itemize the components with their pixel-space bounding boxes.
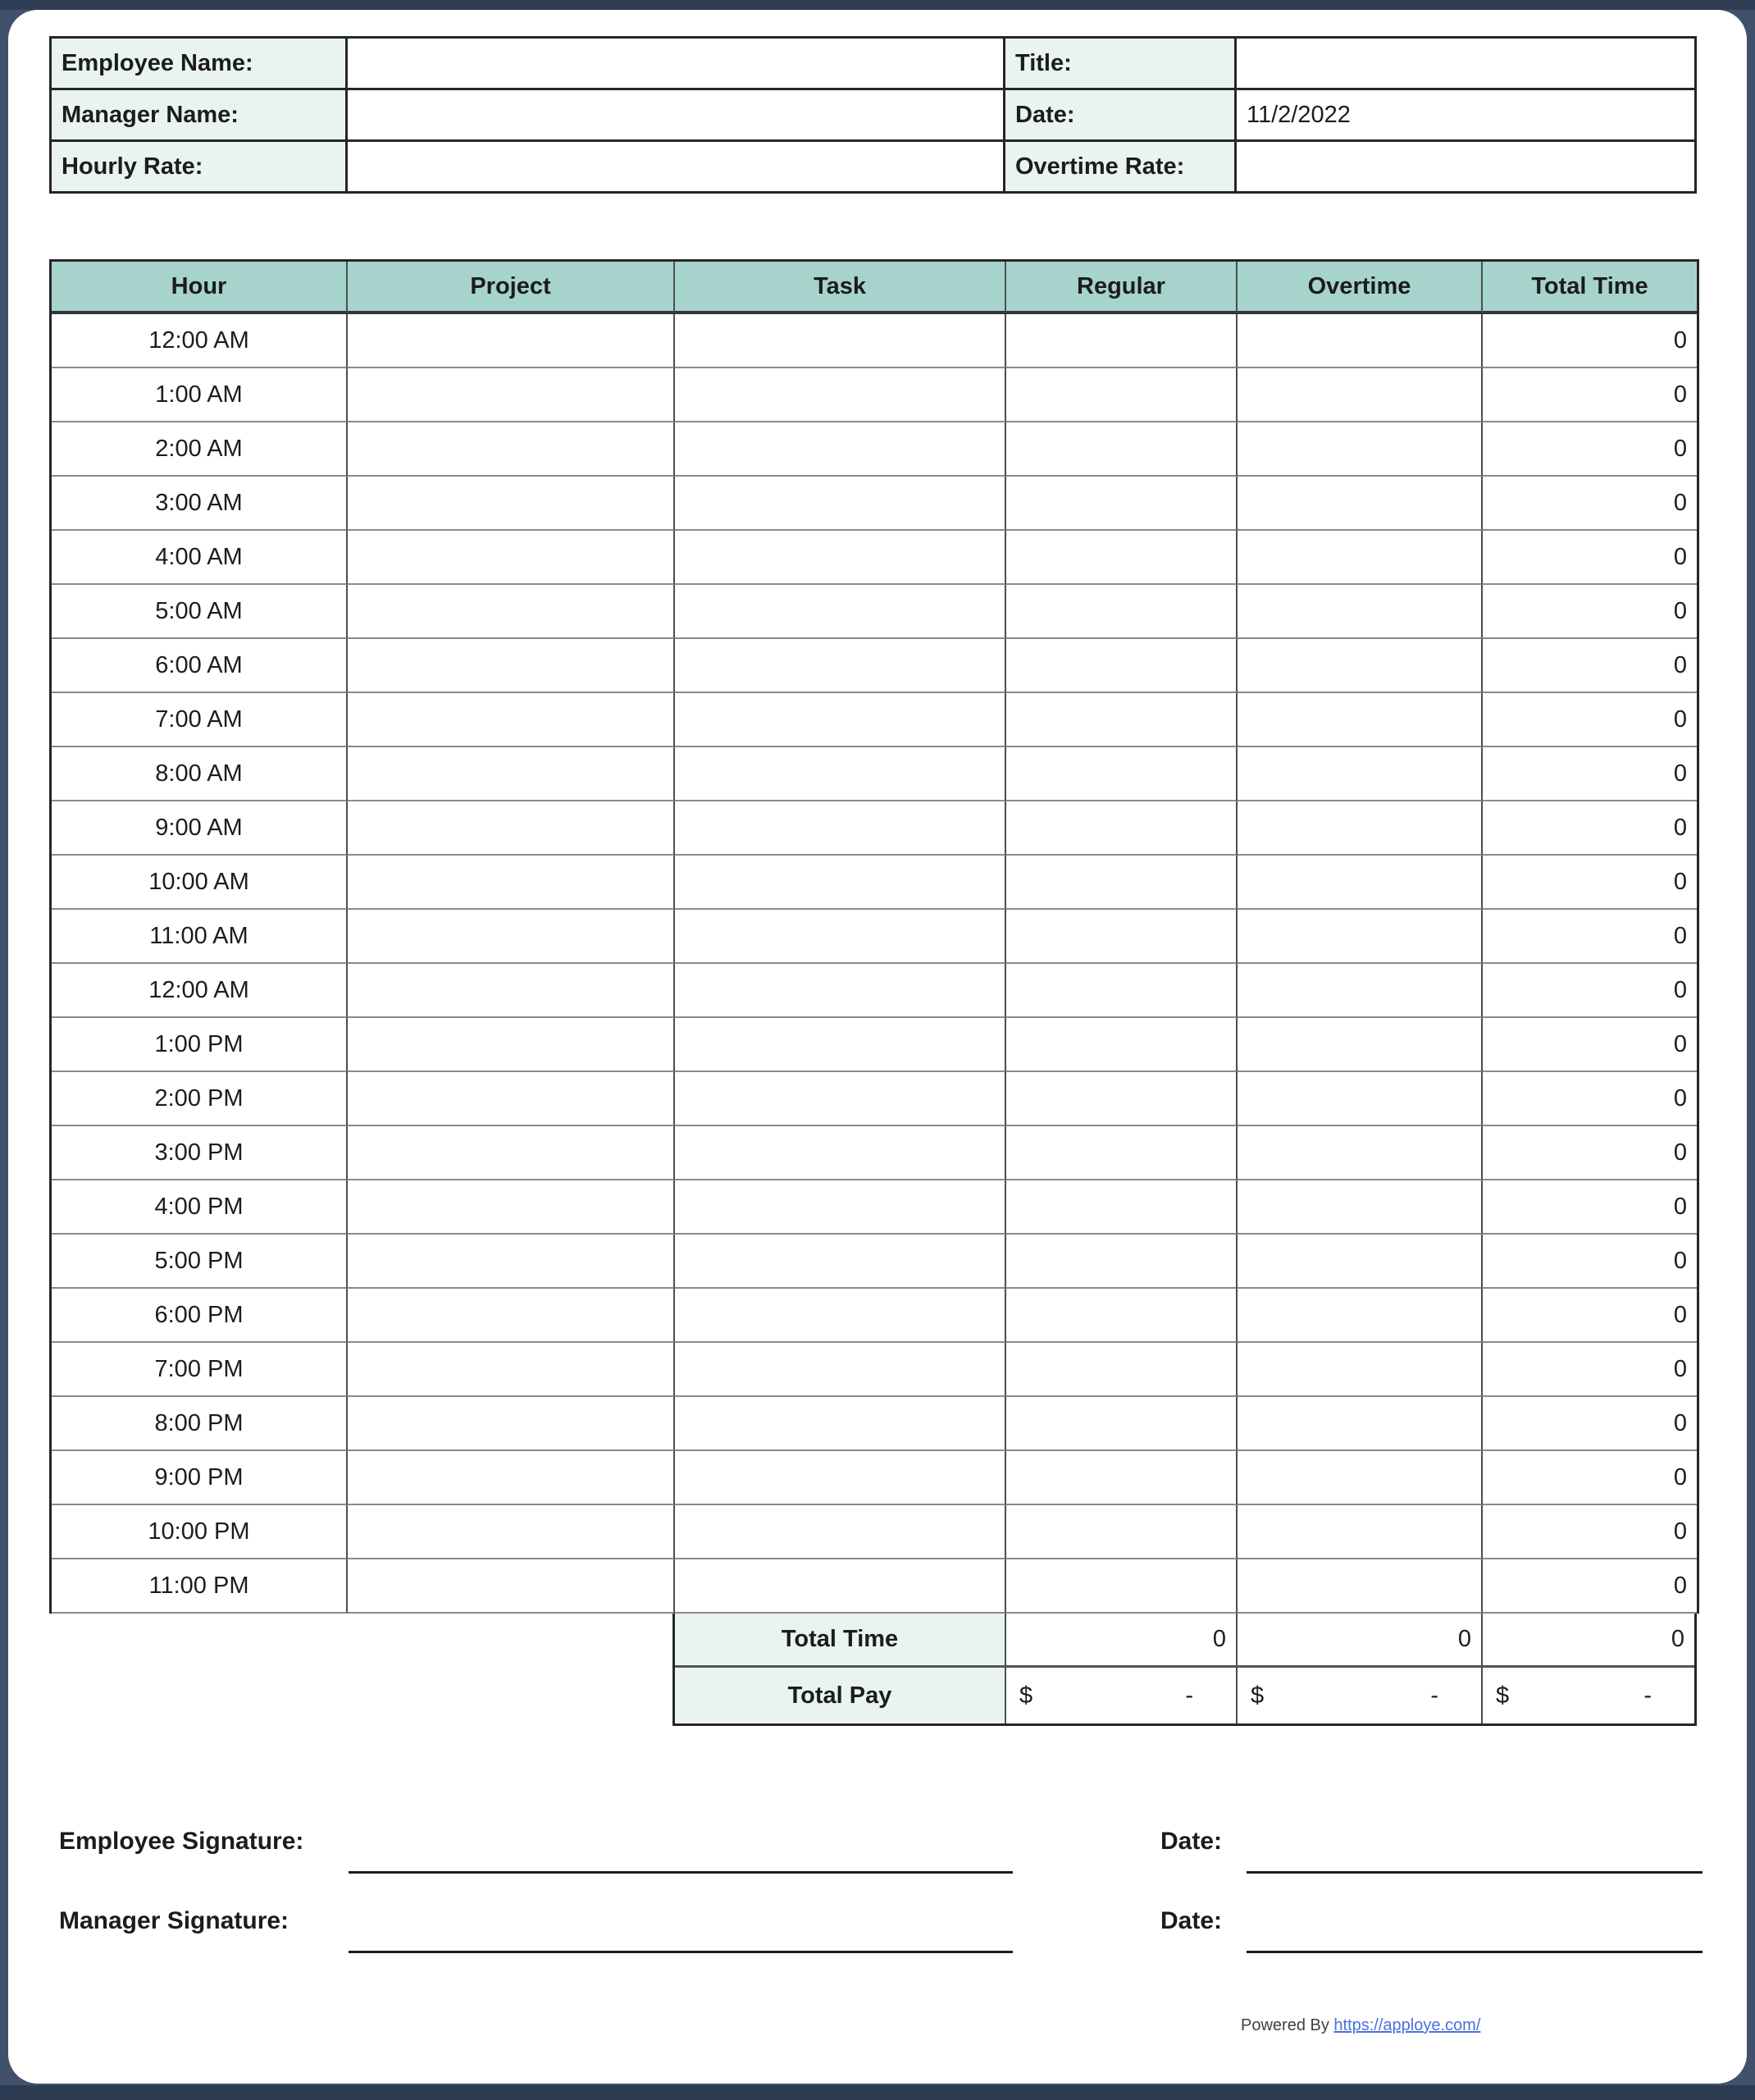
task-cell[interactable] [675,1451,1006,1505]
total-time-regular: 0 [1006,1614,1238,1668]
regular-cell[interactable] [1006,1289,1238,1343]
total-time-cell: 0 [1483,477,1697,531]
task-cell[interactable] [675,1235,1006,1289]
hour-cell: 10:00 PM [52,1505,348,1559]
task-cell[interactable] [675,1343,1006,1397]
hour-cell: 11:00 AM [52,910,348,964]
hour-cell: 4:00 AM [52,531,348,585]
hour-cell: 7:00 AM [52,693,348,747]
currency-symbol: $ [1496,1682,1510,1709]
hour-cell: 3:00 AM [52,477,348,531]
hour-cell: 11:00 PM [52,1559,348,1614]
task-cell[interactable] [675,1397,1006,1451]
task-cell[interactable] [675,477,1006,531]
hour-cell: 7:00 PM [52,1343,348,1397]
hour-cell: 9:00 AM [52,801,348,856]
hourly-rate-value[interactable] [348,142,1005,194]
manager-signature-label: Manager Signature: [59,1907,289,1934]
regular-cell[interactable] [1006,1180,1238,1235]
hour-cell: 12:00 AM [52,964,348,1018]
employee-info-form [49,36,1697,194]
overtime-cell[interactable] [1238,1397,1483,1451]
regular-cell[interactable] [1006,856,1238,910]
task-cell[interactable] [675,856,1006,910]
project-cell[interactable] [348,1018,675,1072]
employee-date-line [1247,1871,1703,1874]
project-cell[interactable] [348,477,675,531]
regular-cell[interactable] [1006,1397,1238,1451]
overtime-cell[interactable] [1238,910,1483,964]
overtime-cell[interactable] [1238,1072,1483,1126]
hour-cell: 1:00 AM [52,368,348,422]
task-cell[interactable] [675,910,1006,964]
column-header-project: Project [348,262,675,314]
total-time-cell: 0 [1483,1126,1697,1180]
total-time-cell: 0 [1483,531,1697,585]
project-cell[interactable] [348,964,675,1018]
overtime-cell[interactable] [1238,1289,1483,1343]
column-header-overtime: Overtime [1238,262,1483,314]
column-header-task: Task [675,262,1006,314]
overtime-cell[interactable] [1238,585,1483,639]
task-cell[interactable] [675,1126,1006,1180]
project-cell[interactable] [348,1180,675,1235]
hour-cell: 4:00 PM [52,1180,348,1235]
date-value[interactable]: 11/2/2022 [1237,90,1697,142]
task-cell[interactable] [675,747,1006,801]
overtime-cell[interactable] [1238,368,1483,422]
manager-date-label: Date: [1160,1907,1223,1934]
regular-cell[interactable] [1006,1559,1238,1614]
overtime-cell[interactable] [1238,964,1483,1018]
project-cell[interactable] [348,368,675,422]
hourly-rate-label: Hourly Rate: [52,142,348,194]
hour-cell: 5:00 AM [52,585,348,639]
timesheet-table [49,259,1699,1614]
task-cell[interactable] [675,964,1006,1018]
task-cell[interactable] [675,1505,1006,1559]
project-cell[interactable] [348,693,675,747]
total-time-cell: 0 [1483,368,1697,422]
title-label: Title: [1005,39,1237,90]
project-cell[interactable] [348,747,675,801]
total-time-cell: 0 [1483,856,1697,910]
employee-date-label: Date: [1160,1828,1223,1855]
manager-date-line [1247,1951,1703,1953]
project-cell[interactable] [348,1505,675,1559]
title-value[interactable] [1237,39,1697,90]
footer [1241,2016,1480,2035]
total-time-cell: 0 [1483,747,1697,801]
regular-cell[interactable] [1006,1126,1238,1180]
overtime-cell[interactable] [1238,693,1483,747]
project-cell[interactable] [348,1451,675,1505]
regular-cell[interactable] [1006,910,1238,964]
overtime-cell[interactable] [1238,1505,1483,1559]
hour-cell: 6:00 AM [52,639,348,693]
project-cell[interactable] [348,1343,675,1397]
total-time-overall: 0 [1483,1614,1694,1668]
task-cell[interactable] [675,368,1006,422]
project-cell[interactable] [348,1235,675,1289]
total-time-cell: 0 [1483,314,1697,368]
total-time-cell: 0 [1483,585,1697,639]
regular-cell[interactable] [1006,314,1238,368]
hour-cell: 8:00 AM [52,747,348,801]
total-time-cell: 0 [1483,422,1697,477]
overtime-cell[interactable] [1238,1018,1483,1072]
manager-name-value[interactable] [348,90,1005,142]
overtime-cell[interactable] [1238,801,1483,856]
overtime-cell[interactable] [1238,747,1483,801]
overtime-cell[interactable] [1238,856,1483,910]
total-pay-regular [1006,1668,1238,1723]
hour-cell: 12:00 AM [52,314,348,368]
overtime-cell[interactable] [1238,1343,1483,1397]
overtime-cell[interactable] [1238,1451,1483,1505]
project-cell[interactable] [348,585,675,639]
overtime-cell[interactable] [1238,1235,1483,1289]
task-cell[interactable] [675,422,1006,477]
overtime-cell[interactable] [1238,639,1483,693]
total-time-cell: 0 [1483,1018,1697,1072]
employee-signature-line [349,1871,1013,1874]
currency-symbol: $ [1251,1682,1265,1709]
total-pay-row-label: Total Pay [675,1668,1006,1723]
total-time-cell: 0 [1483,1505,1697,1559]
regular-cell[interactable] [1006,1235,1238,1289]
overtime-cell[interactable] [1238,1559,1483,1614]
regular-cell[interactable] [1006,693,1238,747]
regular-cell[interactable] [1006,1505,1238,1559]
total-time-cell: 0 [1483,910,1697,964]
date-label: Date: [1005,90,1237,142]
project-cell[interactable] [348,1126,675,1180]
column-header-hour: Hour [52,262,348,314]
manager-signature-line [349,1951,1013,1953]
task-cell[interactable] [675,1180,1006,1235]
totals-section [672,1614,1697,1726]
regular-cell[interactable] [1006,477,1238,531]
powered-by-text: Powered By [1241,2016,1334,2034]
project-cell[interactable] [348,1072,675,1126]
apploye-link[interactable]: https://apploye.com/ [1333,2016,1481,2034]
project-cell[interactable] [348,1289,675,1343]
hour-cell: 5:00 PM [52,1235,348,1289]
column-header-regular: Regular [1006,262,1238,314]
task-cell[interactable] [675,1072,1006,1126]
task-cell[interactable] [675,639,1006,693]
task-cell[interactable] [675,693,1006,747]
regular-cell[interactable] [1006,801,1238,856]
amount-dash: - [1643,1682,1652,1709]
overtime-cell[interactable] [1238,422,1483,477]
total-time-cell: 0 [1483,964,1697,1018]
project-cell[interactable] [348,910,675,964]
task-cell[interactable] [675,314,1006,368]
task-cell[interactable] [675,531,1006,585]
hour-cell: 9:00 PM [52,1451,348,1505]
total-time-cell: 0 [1483,1180,1697,1235]
regular-cell[interactable] [1006,368,1238,422]
total-time-cell: 0 [1483,639,1697,693]
regular-cell[interactable] [1006,1018,1238,1072]
regular-cell[interactable] [1006,964,1238,1018]
column-header-total-time: Total Time [1483,262,1697,314]
regular-cell[interactable] [1006,585,1238,639]
total-time-cell: 0 [1483,1289,1697,1343]
employee-name-value[interactable] [348,39,1005,90]
currency-symbol: $ [1019,1682,1033,1709]
regular-cell[interactable] [1006,639,1238,693]
amount-dash: - [1185,1682,1193,1709]
hour-cell: 2:00 AM [52,422,348,477]
project-cell[interactable] [348,856,675,910]
employee-name-label: Employee Name: [52,39,348,90]
project-cell[interactable] [348,639,675,693]
overtime-rate-value[interactable] [1237,142,1697,194]
regular-cell[interactable] [1006,1343,1238,1397]
total-time-cell: 0 [1483,1235,1697,1289]
regular-cell[interactable] [1006,1451,1238,1505]
project-cell[interactable] [348,801,675,856]
task-cell[interactable] [675,1559,1006,1614]
task-cell[interactable] [675,801,1006,856]
hour-cell: 2:00 PM [52,1072,348,1126]
total-pay-overtime [1238,1668,1483,1723]
total-time-cell: 0 [1483,1343,1697,1397]
total-time-cell: 0 [1483,1451,1697,1505]
project-cell[interactable] [348,422,675,477]
overtime-rate-label: Overtime Rate: [1005,142,1237,194]
overtime-cell[interactable] [1238,1126,1483,1180]
hour-cell: 3:00 PM [52,1126,348,1180]
hour-cell: 6:00 PM [52,1289,348,1343]
overtime-cell[interactable] [1238,314,1483,368]
project-cell[interactable] [348,531,675,585]
employee-signature-label: Employee Signature: [59,1828,304,1855]
project-cell[interactable] [348,1559,675,1614]
amount-dash: - [1430,1682,1438,1709]
task-cell[interactable] [675,1289,1006,1343]
overtime-cell[interactable] [1238,477,1483,531]
total-time-cell: 0 [1483,1559,1697,1614]
overtime-cell[interactable] [1238,531,1483,585]
total-time-row-label: Total Time [675,1614,1006,1668]
hour-cell: 1:00 PM [52,1018,348,1072]
overtime-cell[interactable] [1238,1180,1483,1235]
hour-cell: 10:00 AM [52,856,348,910]
regular-cell[interactable] [1006,747,1238,801]
total-time-cell: 0 [1483,1397,1697,1451]
total-pay-overall [1483,1668,1694,1723]
total-time-cell: 0 [1483,801,1697,856]
regular-cell[interactable] [1006,1072,1238,1126]
manager-name-label: Manager Name: [52,90,348,142]
task-cell[interactable] [675,1018,1006,1072]
project-cell[interactable] [348,1397,675,1451]
total-time-overtime: 0 [1238,1614,1483,1668]
total-time-cell: 0 [1483,693,1697,747]
regular-cell[interactable] [1006,422,1238,477]
task-cell[interactable] [675,585,1006,639]
hour-cell: 8:00 PM [52,1397,348,1451]
regular-cell[interactable] [1006,531,1238,585]
project-cell[interactable] [348,314,675,368]
total-time-cell: 0 [1483,1072,1697,1126]
